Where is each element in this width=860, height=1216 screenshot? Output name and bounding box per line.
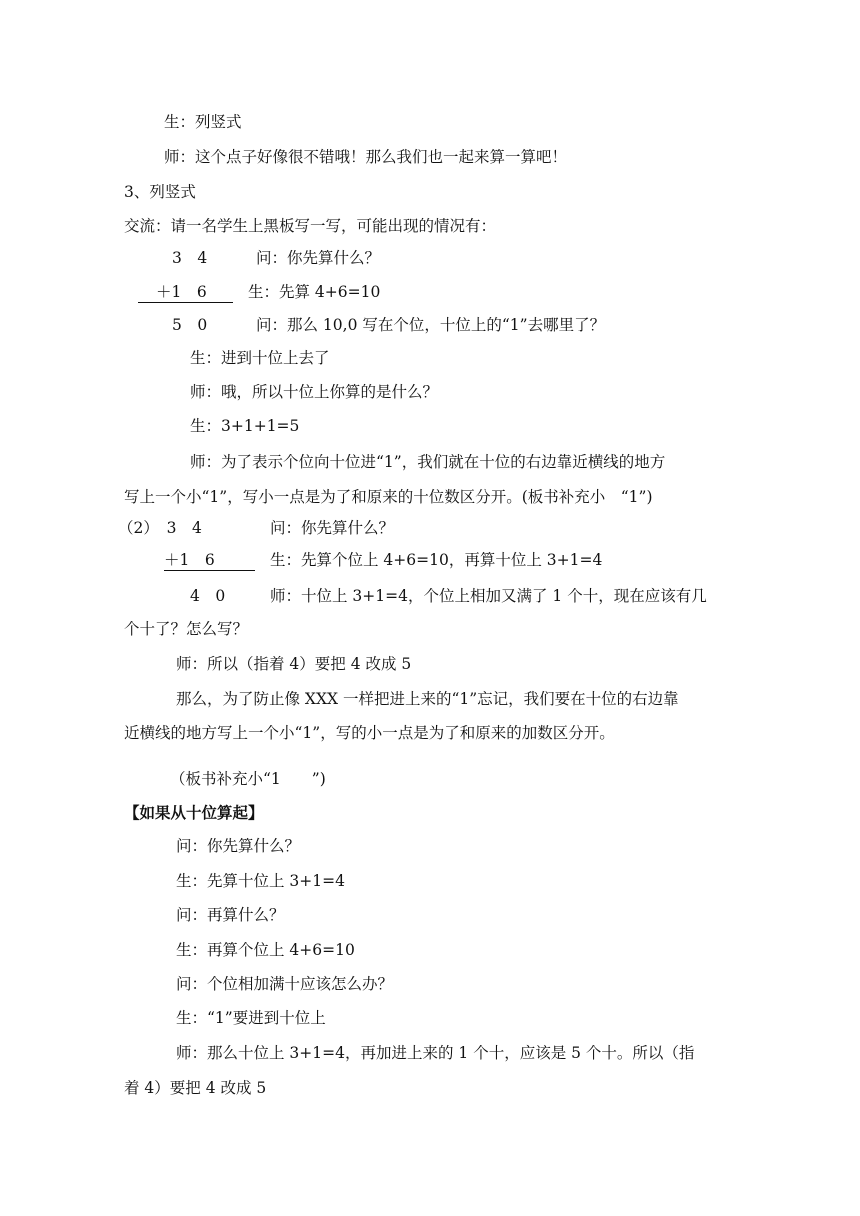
line-teacher-tens-2: 师：十位上 3+1=4，个位上相加又满了 1 个十，现在应该有几 (270, 587, 707, 605)
line-question-carry: 问：那么 10,0 写在个位，十位上的“1”去哪里了？ (256, 316, 606, 334)
line-question-first-2: 问：你先算什么？ (270, 519, 395, 537)
line-q-first-3: 问：你先算什么？ (176, 837, 301, 855)
line-q-carry-how: 问：个位相加满十应该怎么办？ (176, 975, 394, 993)
line-student-sum: 生：3+1+1=5 (190, 417, 300, 435)
line-teacher-final-2: 着 4）要把 4 改成 5 (124, 1079, 267, 1097)
line-teacher-final-1: 师：那么十位上 3+1=4，再加进上来的 1 个十，应该是 5 个十。所以（指 (176, 1044, 695, 1062)
line-prevent-forget-2: 近横线的地方写上一个小“1”，写的小一点是为了和原来的加数区分开。 (124, 724, 615, 742)
vertical-addend-1: 3 4 (172, 249, 208, 267)
line-teacher-explain-2: 写上一个小“1”，写小一点是为了和原来的十位数区分开。(板书补充小 “1”) (124, 488, 653, 506)
line-student-calc-2: 生：先算个位上 4+6=10，再算十位上 3+1=4 (270, 551, 603, 569)
vertical-addend-2-text: ＋1 6 (138, 282, 233, 303)
vertical-addend-2 (138, 282, 233, 303)
line-q-next: 问：再算什么？ (176, 906, 285, 924)
line-s-carry-tens: 生：“1”要进到十位上 (176, 1009, 326, 1027)
line-s-ones-next: 生：再算个位上 4+6=10 (176, 941, 355, 959)
line-teacher-change: 师：所以（指着 4）要把 4 改成 5 (176, 655, 412, 673)
line-student-carry: 生：进到十位上去了 (190, 349, 330, 367)
line-teacher-idea: 师：这个点子好像很不错哦！那么我们也一起来算一算吧！ (164, 148, 568, 166)
line-teacher-explain-1: 师：为了表示个位向十位进“1”，我们就在十位的右边靠近横线的地方 (190, 453, 666, 471)
vertical2-addend-2 (164, 550, 255, 571)
vertical2-addend-2-text: ＋1 6 (164, 550, 255, 571)
line-exchange: 交流：请一名学生上黑板写一写，可能出现的情况有： (124, 217, 497, 235)
line-student-first-calc: 生：先算 4+6=10 (248, 283, 381, 301)
line-s-tens-first: 生：先算十位上 3+1=4 (176, 872, 345, 890)
line-student-vertical: 生：列竖式 (164, 113, 242, 131)
vertical2-sum: 4 0 (190, 587, 226, 605)
heading-from-tens: 【如果从十位算起】 (124, 803, 264, 822)
line-board-note: （板书补充小“1 ”) (170, 770, 326, 788)
section-heading-3: 3、列竖式 (124, 183, 196, 201)
line-teacher-tens: 师：哦，所以十位上你算的是什么？ (190, 383, 439, 401)
line-how-many-tens: 个十了？怎么写？ (124, 620, 249, 638)
vertical2-addend-1: （2） 3 4 (118, 519, 202, 537)
line-question-first: 问：你先算什么？ (256, 249, 381, 267)
vertical-sum: 5 0 (172, 316, 208, 334)
line-prevent-forget-1: 那么，为了防止像 XXX 一样把进上来的“1”忘记，我们要在十位的右边靠 (176, 690, 679, 708)
